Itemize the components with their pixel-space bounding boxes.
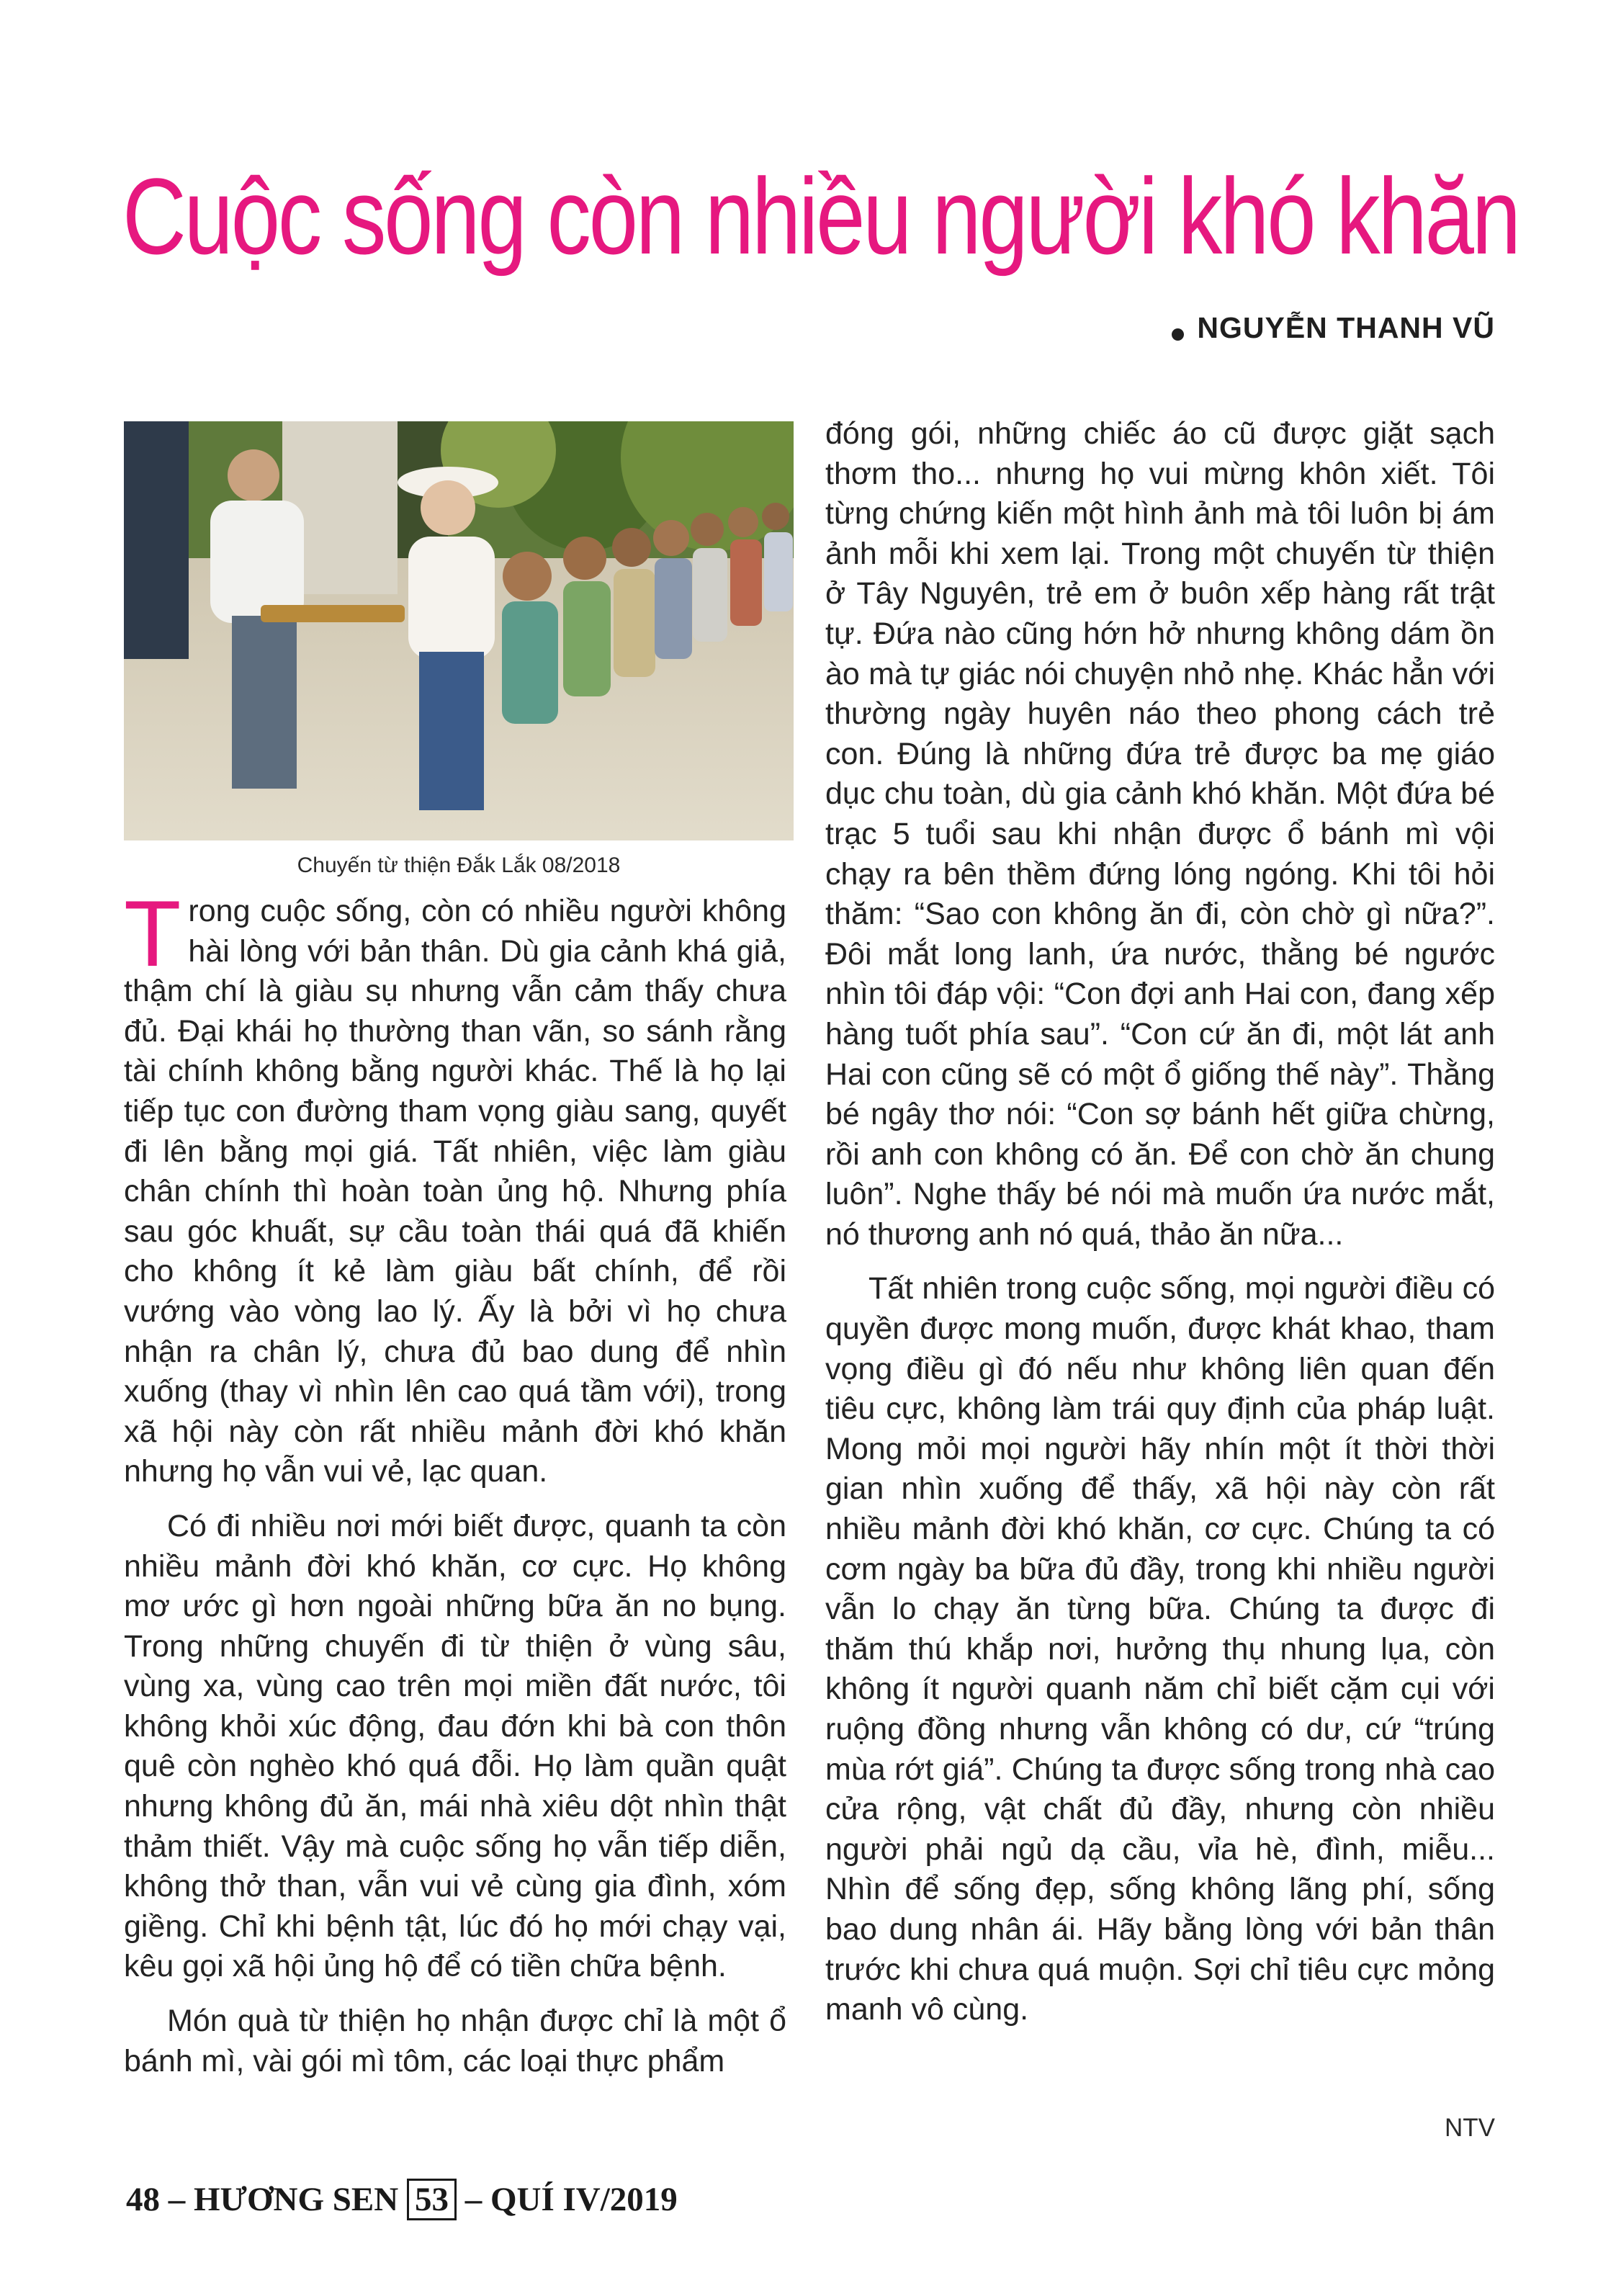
- footer-dash: –: [168, 2181, 186, 2218]
- footer-dash: –: [464, 2181, 482, 2218]
- page-number: 48: [126, 2181, 160, 2218]
- page-footer: [126, 2179, 678, 2220]
- byline: [1172, 311, 1495, 345]
- charity-photo-illustration: [124, 421, 794, 840]
- paragraph-1: [124, 881, 786, 1492]
- paragraph-1-text: rong cuộc sống, còn có nhiều người không hài lòng với bản thân. Dù gia cảnh khá giả, thậm chí là giàu sụ nhưng vẫn cảm thấy chưa đủ. Đại khái họ thường than vãn, so sánh rằng tài chính không bằng người khác. Thế là họ lại tiếp tục con đường tham vọng giàu sang, quyết đi lên bằng mọi giá. Tất nhiên, việc làm giàu chân chính thì hoàn toàn ủng hộ. Nhưng phía sau góc khuất, sự cầu toàn thái quá đã khiến cho không ít kẻ làm giàu bất chính, để rồi vướng vào vòng lao lý. Ấy là bởi vì họ chưa nhận ra chân lý, chưa đủ bao dung để nhìn xuống (thay vì nhìn lên cao quá tầm với), trong xã hội này còn rất nhiều mảnh đời khó khăn nhưng họ vẫn vui vẻ, lạc quan.: [124, 894, 786, 1489]
- photo-caption: Chuyến từ thiện Đắk Lắk 08/2018: [297, 853, 621, 877]
- paragraph-2: Có đi nhiều nơi mới biết được, quanh ta còn nhiều mảnh đời khó khăn, cơ cực. Họ không mơ ước gì hơn ngoài những bữa ăn no bụng. Trong những chuyến đi từ thiện ở vùng sâu, vùng xa, vùng cao trên mọi miền đất nước, tôi không khỏi xúc động, đau đớn khi bà con thôn quê còn nghèo khó quá đỗi. Họ làm quần quật nhưng không đủ ăn, mái nhà xiêu dột nhìn thật thảm thiết. Vậy mà cuộc sống họ vẫn tiếp diễn, không thở than, vẫn vui vẻ cùng gia đình, xóm giềng. Chỉ khi bệnh tật, lúc đó họ mới chạy vại, kêu gọi xã hội ủng hộ để có tiền chữa bệnh.: [124, 1508, 786, 1984]
- bullet-icon: [1172, 328, 1184, 341]
- article-column-left: [124, 881, 786, 2081]
- issue-number: 53: [407, 2179, 457, 2220]
- signoff: NTV: [1445, 2114, 1495, 2142]
- article-title: Cuộc sống còn nhiều người khó khăn: [122, 156, 1519, 277]
- drop-cap: T: [124, 881, 181, 986]
- paragraph-4: Tất nhiên trong cuộc sống, mọi người điều có quyền được mong muốn, được khát khao, tham vọng điều gì đó nếu như không liên quan đến tiêu cực, không làm trái quy định của pháp luật. Mong mỏi mọi người hãy nhín một ít thời thời gian nhìn xuống để thấy, xã hội này còn rất nhiều mảnh đời khó khăn, cơ cực. Chúng ta có cơm ngày ba bữa đủ đầy, trong khi nhiều người vẫn lo chạy ăn từng bữa. Chúng ta được đi thăm thú khắp nơi, hưởng thụ nhung lụa, còn không ít người quanh năm chỉ biết cặm cụi với ruộng đồng nhưng vẫn không có dư, cứ “trúng mùa rớt giá”. Chúng ta được sống trong nhà cao cửa rộng, vật chất đủ đầy, nhưng còn nhiều người phải ngủ dạ cầu, vỉa hè, đình, miễu... Nhìn để sống đẹp, sống không lãng phí, sống bao dung nhân ái. Hãy bằng lòng với bản thân trước khi chưa quá muộn. Sợi chỉ tiêu cực mỏng manh vô cùng.: [825, 1271, 1495, 2027]
- charity-photo: [124, 421, 794, 840]
- paragraph-3-continued: đóng gói, những chiếc áo cũ được giặt sạch thơm tho... nhưng họ vui mừng khôn xiết. Tôi từng chứng kiến một hình ảnh mà tôi luôn bị ám ảnh mỗi khi xem lại. Trong một chuyến từ thiện ở Tây Nguyên, trẻ em ở buôn xếp hàng rất trật tự. Đứa nào cũng hớn hở nhưng không dám ồn ào mà tự giác nói chuyện nhỏ nhẹ. Khác hẳn với thường ngày huyên náo theo phong cách trẻ con. Đúng là những đứa trẻ được ba mẹ giáo dục chu toàn, dù gia cảnh khó khăn. Một đứa bé trạc 5 tuổi sau khi nhận được ổ bánh mì vội chạy ra bên thềm đứng lóng ngóng. Khi tôi hỏi thăm: “Sao con không ăn đi, còn chờ gì nữa?”. Đôi mắt long lanh, ứa nước, thằng bé ngước nhìn tôi đáp vội: “Con đợi anh Hai con, đang xếp hàng tuốt phía sau”. “Con cứ ăn đi, một lát anh Hai con cũng sẽ có một ổ giống thế này”. Thằng bé ngây thơ nói: “Con sợ bánh hết giữa chừng, rồi anh con không có ăn. Để con chờ ăn chung luôn”. Nghe thấy bé nói mà muốn ứa nước mắt, nó thương anh nó quá, thảo ăn nữa...: [825, 416, 1495, 1252]
- author-name: NGUYỄN THANH VŨ: [1197, 311, 1495, 344]
- article-column-right: [825, 414, 1495, 2030]
- paragraph-3: Món quà từ thiện họ nhận được chỉ là một ổ bánh mì, vài gói mì tôm, các loại thực phẩm: [124, 2004, 786, 2078]
- magazine-name: HƯƠNG SEN: [194, 2181, 399, 2218]
- issue-period: QUÍ IV/2019: [490, 2181, 678, 2218]
